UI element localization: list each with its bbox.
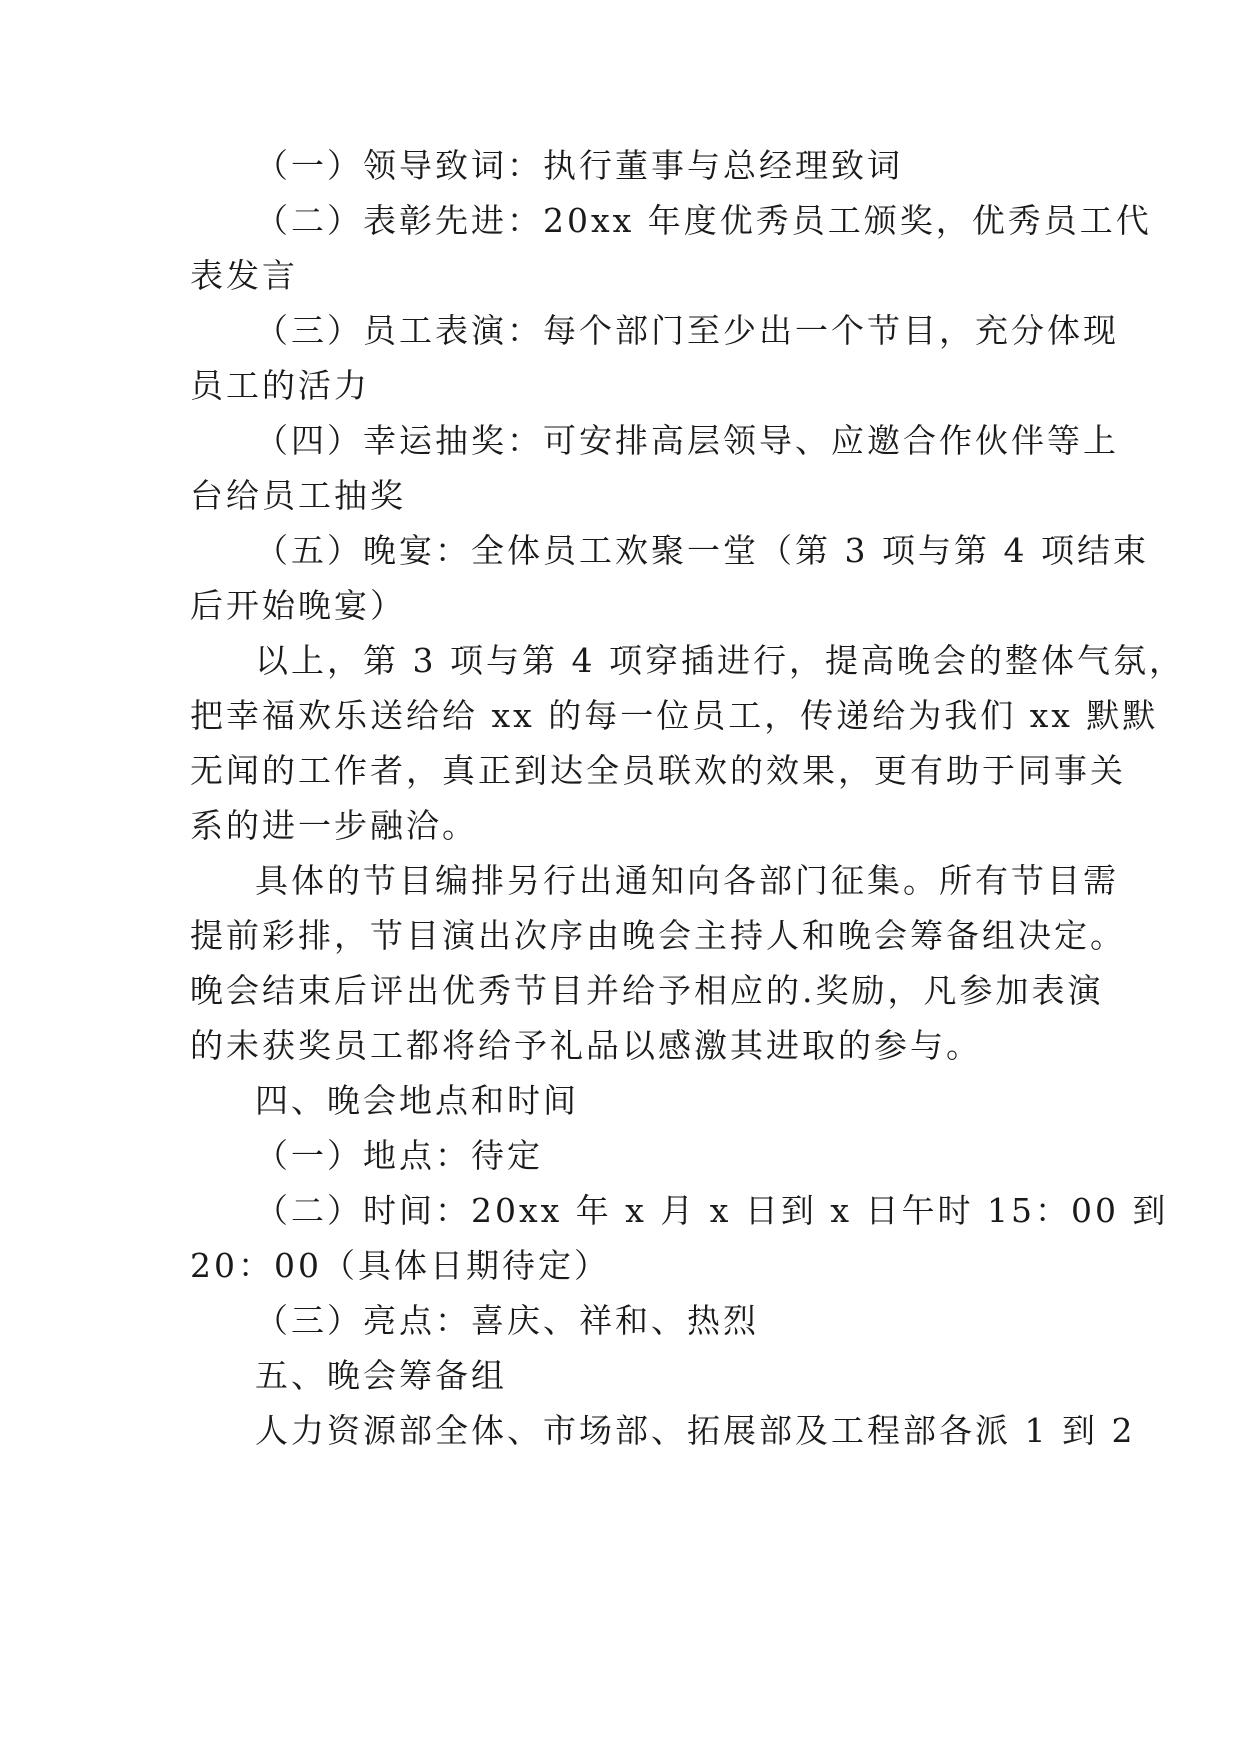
text-line: （一）地点：待定 <box>255 1136 543 1175</box>
text-line: 提前彩排，节目演出次序由晚会主持人和晚会筹备组决定。 <box>190 916 1126 955</box>
text-line: 20：00（具体日期待定） <box>190 1246 610 1285</box>
text-line: 无闻的工作者，真正到达全员联欢的效果，更有助于同事关 <box>190 751 1126 790</box>
section-heading: 四、晚会地点和时间 <box>255 1081 579 1120</box>
text-line: 员工的活力 <box>190 366 370 405</box>
text-line: 以上，第 3 项与第 4 项穿插进行，提高晚会的整体气氛， <box>255 641 1185 680</box>
text-line: （一）领导致词：执行董事与总经理致词 <box>255 146 903 185</box>
text-line: 晚会结束后评出优秀节目并给予相应的.奖励，凡参加表演 <box>190 971 1104 1010</box>
text-line: 人力资源部全体、市场部、拓展部及工程部各派 1 到 2 <box>255 1411 1136 1450</box>
text-line: 的未获奖员工都将给予礼品以感激其进取的参与。 <box>190 1026 982 1065</box>
text-line: （三）员工表演：每个部门至少出一个节目，充分体现 <box>255 311 1119 350</box>
text-line: 台给员工抽奖 <box>190 476 406 515</box>
section-heading: 五、晚会筹备组 <box>255 1356 507 1395</box>
text-line: 系的进一步融洽。 <box>190 806 478 845</box>
text-line: （三）亮点：喜庆、祥和、热烈 <box>255 1301 759 1340</box>
text-line: 表发言 <box>190 256 298 295</box>
text-line: （二）时间：20xx 年 x 月 x 日到 x 日午时 15：00 到 <box>255 1191 1169 1230</box>
text-line: 后开始晚宴） <box>190 586 406 625</box>
text-line: 具体的节目编排另行出通知向各部门征集。所有节目需 <box>255 861 1119 900</box>
text-line: （二）表彰先进：20xx 年度优秀员工颁奖，优秀员工代 <box>255 201 1152 240</box>
text-line: 把幸福欢乐送给给 xx 的每一位员工，传递给为我们 xx 默默 <box>190 696 1159 735</box>
text-line: （四）幸运抽奖：可安排高层领导、应邀合作伙伴等上 <box>255 421 1119 460</box>
text-line: （五）晚宴：全体员工欢聚一堂（第 3 项与第 4 项结束 <box>255 531 1149 570</box>
